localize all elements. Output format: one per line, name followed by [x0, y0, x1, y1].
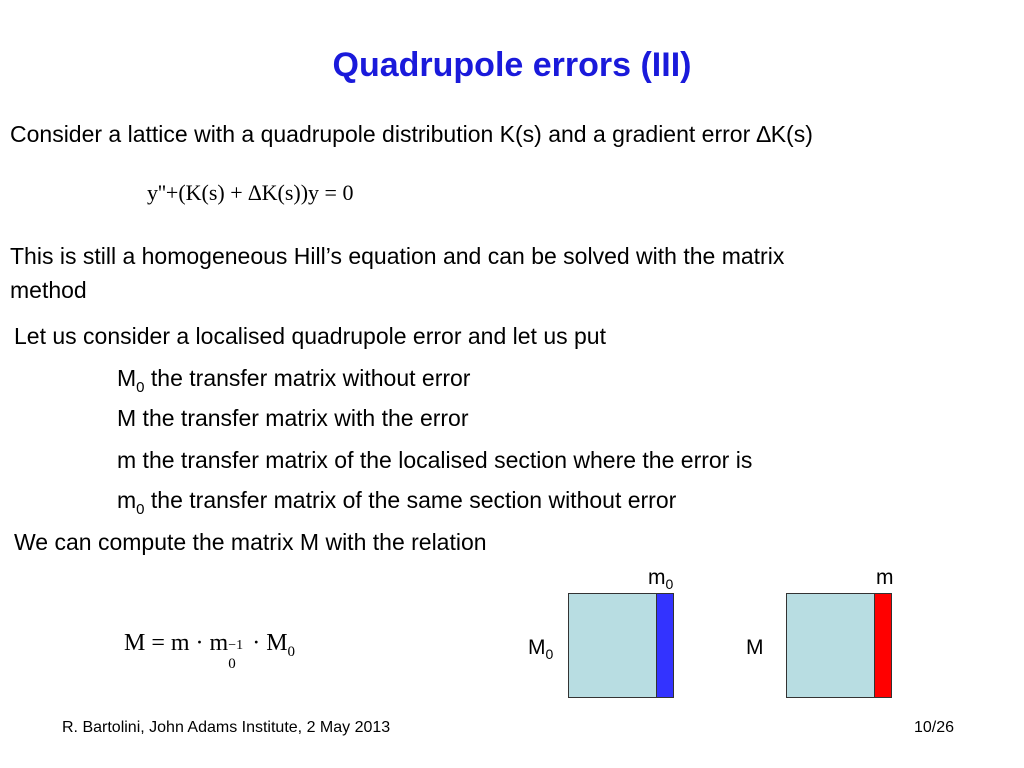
- label-subscript: 0: [665, 576, 674, 592]
- definition-text: the transfer matrix of the same section without error: [144, 487, 677, 513]
- definition-M0: [117, 364, 470, 396]
- definition-text: the transfer matrix with the error: [136, 405, 469, 431]
- diagram-right-side-label: [746, 636, 764, 660]
- homogeneous-text-line2: method: [10, 277, 87, 303]
- section-strip-without-error: [656, 593, 674, 698]
- homogeneous-text-line1: This is still a homogeneous Hill’s equation and can be solved with the matrix: [10, 243, 785, 269]
- diagram-right-top-label: [876, 566, 894, 590]
- slide-title: Quadrupole errors (III): [332, 46, 692, 84]
- relation-equation: [124, 630, 296, 672]
- definition-subscript: 0: [136, 501, 145, 518]
- definition-symbol: m: [117, 447, 137, 473]
- relation-inverse-superscript: −1: [228, 638, 244, 653]
- definition-M: [117, 404, 469, 432]
- label-symbol: M: [528, 636, 546, 659]
- label-symbol: M: [746, 636, 764, 659]
- definition-subscript: 0: [136, 379, 145, 396]
- relation-end-subscript: 0: [287, 644, 296, 660]
- relation-intro-text: We can compute the matrix M with the relation: [14, 529, 487, 555]
- definition-m0: [117, 486, 676, 518]
- definition-symbol: m: [117, 487, 137, 513]
- label-symbol: m: [876, 566, 894, 589]
- definition-text: the transfer matrix without error: [144, 365, 471, 391]
- footer-page-number: 10/26: [914, 719, 955, 736]
- definition-text: the transfer matrix of the localised section where the error is: [136, 447, 753, 473]
- definition-symbol: M: [117, 405, 137, 431]
- diagram-left-side-label: [528, 636, 553, 660]
- intro-text: Consider a lattice with a quadrupole distribution K(s) and a gradient error ∆K(s): [10, 121, 813, 147]
- section-strip-with-error: [874, 593, 892, 698]
- label-symbol: m: [648, 566, 666, 589]
- relation-mid: · M: [246, 630, 288, 656]
- definition-symbol: M: [117, 365, 137, 391]
- diagram-left-top-label: [648, 566, 673, 590]
- localised-intro-text: Let us consider a localised quadrupole error and let us put: [14, 323, 606, 349]
- definition-m: [117, 446, 752, 474]
- relation-inverse-subscript: 0: [228, 656, 236, 672]
- label-subscript: 0: [545, 646, 554, 662]
- footer-author: R. Bartolini, John Adams Institute, 2 May 2013: [62, 719, 391, 736]
- hill-equation: y''+(K(s) + ∆K(s))y = 0: [147, 180, 354, 205]
- relation-lhs: M = m · m: [124, 630, 229, 656]
